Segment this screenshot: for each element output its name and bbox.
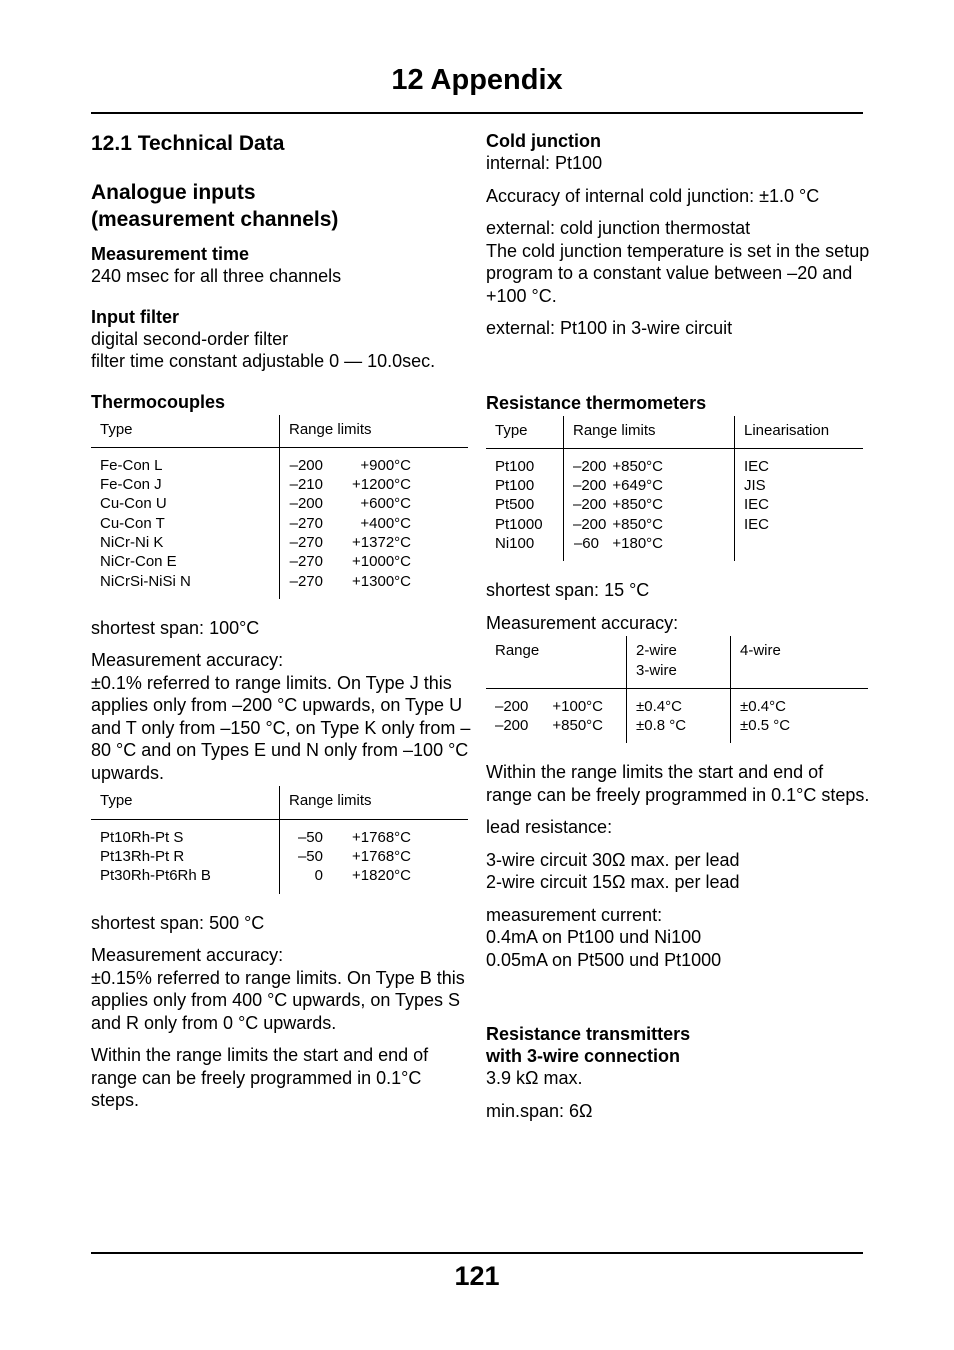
cold-junction-accuracy: Accuracy of internal cold junction: ±1.0 °C [486,185,820,206]
thermocouples-col-type: Type [91,415,280,448]
cold-junction-external-1: external: cold junction thermostat [486,218,751,238]
rt-type: Pt1000 [495,515,543,533]
measurement-current-pt500: 0.05mA on Pt500 und Pt1000 [486,949,722,970]
tc2-type: Pt30Rh-Pt6Rh B [100,867,211,885]
thermocouples-table [91,415,468,599]
tc2-max: +1768°C [352,828,411,846]
lead-resistance-2wire: 2-wire circuit 15Ω max. per lead [486,872,740,893]
rt-min: –200 [573,496,607,514]
rt-type: Pt500 [495,496,535,514]
accuracy-1-text: ±0.1% referred to range limits. On Type J this applies only from –200 °C upwards, on Type U and T only from –150 °C, on Type K only from –80 °C and on Types E und N only from –100 °C upwards. [91,672,471,783]
rt-min: –200 [573,477,607,495]
input-filter-line-1: digital second-order filter [91,328,289,349]
acc-col-2wire [627,636,731,688]
section-heading: 12.1 Technical Data [91,132,285,155]
cold-junction-external-2: external: Pt100 in 3-wire circuit [486,318,733,338]
shortest-span-1: shortest span: 100°C [91,617,260,638]
rt-col-type: Type [486,416,564,449]
tc2-min: –50 [297,847,323,865]
subsection-heading-line-2: (measurement channels) [91,208,339,231]
tc-max: +1200°C [352,476,411,494]
tc-min: –200 [289,456,323,474]
tc2-max: +1820°C [352,867,411,885]
cold-junction-internal: internal: Pt100 [486,153,603,173]
tc2-min: 0 [314,867,323,885]
subsection-heading-line-1: Analogue inputs [91,181,256,204]
rt-type: Ni100 [495,534,535,552]
cold-junction-external-1-text: The cold junction temperature is set in the setup program to a constant value between –20 and +100 °C. [486,240,870,306]
acc-4wire: ±0.4°C [740,697,786,715]
acc-2wire: ±0.4°C [636,697,682,715]
rt-max: +649°C [612,477,663,495]
tc-min: –270 [289,533,323,551]
shortest-span-2: shortest span: 500 °C [91,912,265,933]
tc2-max: +1768°C [352,847,411,865]
transmitters-heading-line-2: with 3-wire connection [486,1046,681,1067]
tc-type: Cu-Con U [100,495,167,513]
input-filter-heading: Input filter [91,306,179,327]
range-note-right: Within the range limits the start and end of range can be freely programmed in 0.1°C steps. [486,762,870,805]
rt-max: +180°C [612,534,663,552]
lead-resistance-label: lead resistance: [486,817,613,838]
tc-max: +1000°C [352,553,411,571]
rt-max: +850°C [612,515,663,533]
acc-max: +100°C [552,697,603,715]
tc-max: +900°C [360,456,411,474]
header-rule [91,112,863,114]
tc-min: –270 [289,572,323,590]
acc-2wire: ±0.8 °C [636,717,687,735]
right-column [486,130,871,1122]
page-number: 121 [454,1261,500,1291]
rt-body [486,448,863,561]
measurement-time-heading: Measurement time [91,244,250,264]
rt-lin: IEC [744,515,770,533]
acc-col-2wire-line-1: 2-wire [636,642,677,660]
rt-type: Pt100 [495,457,535,475]
acc-col-2wire-line-2: 3-wire [636,661,677,679]
tc-min: –200 [289,495,323,513]
rt-min: –60 [573,534,599,552]
left-column [91,130,471,1112]
rt-shortest-span: shortest span: 15 °C [486,580,650,601]
tc-min: –270 [289,553,323,571]
rt-col-lin: Linearisation [735,416,864,449]
rt-lin: IEC [744,457,770,475]
tc-type: NiCrSi-NiSi N [100,572,191,590]
acc-min: –200 [495,717,529,735]
accuracy-2-text: ±0.15% referred to range limits. On Type B this applies only from 400 °C upwards, on Types S and R only from 0 °C upwards. [91,967,465,1033]
acc-body [486,688,868,743]
tc2-type: Pt13Rh-Pt R [100,847,185,865]
tc-type: Fe-Con J [100,476,162,494]
accuracy-table [486,636,868,743]
range-note-left: Within the range limits the start and end of range can be freely programmed in 0.1°C steps. [91,1045,429,1111]
transmitters-heading [486,1023,871,1067]
cold-junction-heading: Cold junction [486,131,601,151]
tc-type: NiCr-Ni K [100,533,164,551]
thermocouples-body [91,447,468,599]
tc-min: –270 [289,514,323,532]
rt-col-range: Range limits [564,416,735,449]
thermocouples-2-col-range: Range limits [280,786,469,819]
rt-max: +850°C [612,457,663,475]
measurement-current-label: measurement current: [486,904,663,925]
input-filter-line-2: filter time constant adjustable 0 — 10.0sec. [91,351,436,371]
tc-max: +600°C [360,495,411,513]
acc-col-range: Range [486,636,627,688]
acc-4wire: ±0.5 °C [740,717,791,735]
accuracy-1-label: Measurement accuracy: [91,650,284,671]
footer-rule [91,1252,863,1254]
rt-lin: IEC [744,496,770,514]
resistance-thermometers-heading: Resistance thermometers [486,392,707,413]
subsection-heading [91,179,471,233]
tc-max: +1372°C [352,533,411,551]
tc-type: Fe-Con L [100,456,163,474]
transmitters-min-span: min.span: 6Ω [486,1100,593,1121]
tc2-type: Pt10Rh-Pt S [100,828,184,846]
transmitters-max: 3.9 kΩ max. [486,1068,583,1089]
rt-min: –200 [573,457,607,475]
measurement-time-text: 240 msec for all three channels [91,266,342,286]
tc-max: +400°C [360,514,411,532]
thermocouples-2-col-type: Type [91,786,280,819]
tc2-min: –50 [297,828,323,846]
tc-max: +1300°C [352,572,411,590]
measurement-current-pt100: 0.4mA on Pt100 und Ni100 [486,927,702,948]
lead-resistance-3wire: 3-wire circuit 30Ω max. per lead [486,849,740,870]
rt-lin: JIS [744,477,766,495]
rt-type: Pt100 [495,477,535,495]
rt-max: +850°C [612,496,663,514]
tc-min: –210 [289,476,323,494]
chapter-title: 12 Appendix [391,64,563,96]
thermocouples-2-table [91,786,468,893]
acc-max: +850°C [552,717,603,735]
accuracy-2-label: Measurement accuracy: [91,945,284,966]
rt-min: –200 [573,515,607,533]
acc-min: –200 [495,697,529,715]
tc-type: Cu-Con T [100,514,165,532]
thermocouples-col-range: Range limits [280,415,469,448]
rt-accuracy-label: Measurement accuracy: [486,612,679,633]
transmitters-heading-line-1: Resistance transmitters [486,1024,691,1045]
thermocouples-heading: Thermocouples [91,391,226,412]
tc-type: NiCr-Con E [100,553,177,571]
acc-col-4wire: 4-wire [731,636,869,688]
resistance-thermometers-table [486,416,863,562]
thermocouples-2-body [91,819,468,893]
